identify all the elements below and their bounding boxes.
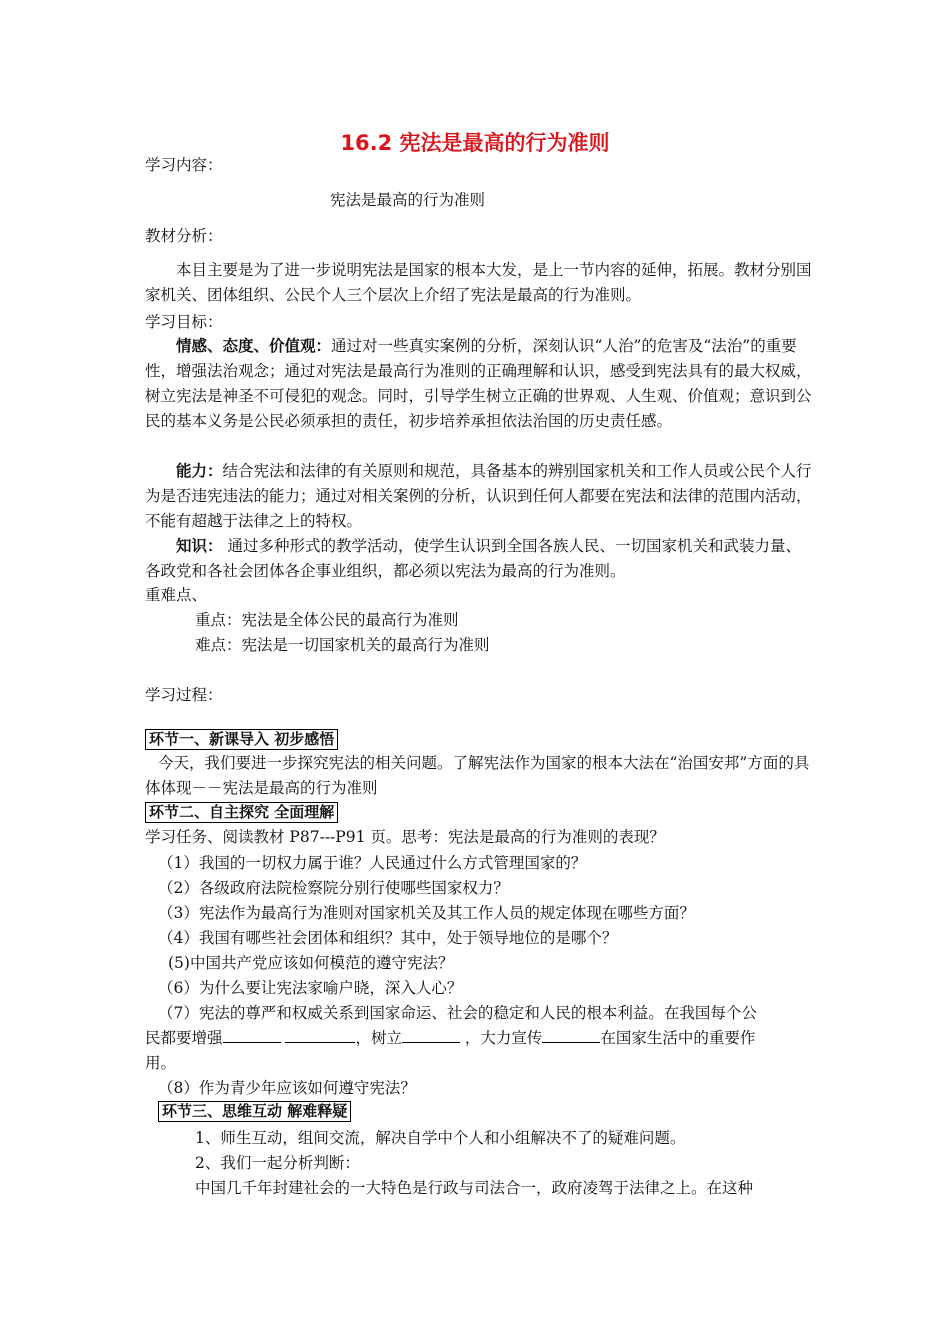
learning-content-text: 宪法是最高的行为准则: [330, 191, 486, 209]
question-7-line3: 用。: [145, 1054, 177, 1072]
textbook-analysis-paragraph: 本目主要是为了进一步说明宪法是国家的根本大发，是上一节内容的延伸，拓展。教材分别国家机关、团体组织、公民个人三个层次上介绍了宪法是最高的行为准则。: [145, 261, 812, 304]
question-2: （2）各级政府法院检察院分别行使哪些国家权力？: [158, 879, 509, 897]
section2-heading: 环节二、自主探究 全面理解: [145, 802, 338, 823]
ability-goal-paragraph: [145, 458, 815, 534]
fill-blank-3[interactable]: [402, 1027, 460, 1043]
question-7-line2: [145, 1026, 755, 1048]
fill-blank-4[interactable]: [542, 1027, 600, 1043]
question-4: （4）我国有哪些社会团体和组织？其中，处于领导地位的是哪个？: [158, 929, 618, 947]
question-1: （1）我国的一切权力属于谁？人民通过什么方式管理国家的？: [158, 854, 587, 872]
key-points-heading: 重难点、: [145, 586, 208, 604]
learning-goals-heading: 学习目标：: [145, 313, 223, 331]
question-5: (5)中国共产党应该如何模范的遵守宪法？: [168, 954, 454, 972]
question-7-text-d: 在国家生活中的重要作: [600, 1029, 756, 1047]
question-7-text-b: ，树立: [355, 1029, 402, 1047]
section3-item-2: 2、我们一起分析判断：: [195, 1154, 360, 1172]
emotion-goal-label: 情感、态度、价值观：: [176, 336, 332, 355]
section1-paragraph: 今天，我们要进一步探究宪法的相关问题。了解宪法作为国家的根本大法在“治国安邦”方面的具体体现－－宪法是最高的行为准则: [145, 754, 810, 797]
section3-heading: 环节三、思维互动 解难释疑: [158, 1101, 351, 1122]
process-heading: 学习过程：: [145, 686, 223, 704]
knowledge-goal-paragraph: [145, 533, 815, 584]
document-title: 16.2 宪法是最高的行为准则: [340, 131, 610, 155]
question-3: （3）宪法作为最高行为准则对国家机关及其工作人员的规定体现在哪些方面？: [158, 904, 695, 922]
question-7-text-c: ，大力宣传: [464, 1029, 543, 1047]
key-point-focus: 重点：宪法是全体公民的最高行为准则: [195, 611, 459, 629]
section1-heading: 环节一、新课导入 初步感悟: [145, 729, 338, 750]
fill-blank-2[interactable]: [285, 1027, 355, 1043]
section3-paragraph: 中国几千年封建社会的一大特色是行政与司法合一，政府凌驾于法律之上。在这种: [195, 1179, 754, 1197]
question-8: （8）作为青少年应该如何遵守宪法？: [158, 1079, 416, 1097]
textbook-analysis-heading: 教材分析：: [145, 227, 223, 245]
question-6: （6）为什么要让宪法家喻户晓，深入人心？: [158, 979, 463, 997]
key-point-difficulty: 难点：宪法是一切国家机关的最高行为准则: [195, 636, 490, 654]
section3-item-1: 1、师生互动，组间交流，解决自学中个人和小组解决不了的疑难问题。: [195, 1129, 686, 1147]
emotion-goal-paragraph: [145, 333, 815, 434]
ability-goal-text: 结合宪法和法律的有关原则和规范，具备基本的辨别国家机关和工作人员或公民个人行为是否违宪违法的能力；通过对相关案例的分析，认识到任何人都要在宪法和法律的范围内活动，不能有超越于法律之上的特权。: [145, 462, 812, 530]
fill-blank-1[interactable]: [223, 1027, 281, 1043]
ability-goal-label: 能力：: [176, 461, 223, 480]
question-7-text-a: 民都要增强: [145, 1029, 223, 1047]
knowledge-goal-label: 知识：: [176, 536, 223, 555]
section2-task: 学习任务、阅读教材 P87---P91 页。思考：宪法是最高的行为准则的表现？: [145, 828, 665, 846]
learning-content-heading: 学习内容：: [145, 156, 223, 174]
question-7-line1: （7）宪法的尊严和权威关系到国家命运、社会的稳定和人民的根本利益。在我国每个公: [158, 1004, 757, 1022]
emotion-goal-text: 通过对一些真实案例的分析，深刻认识“人治”的危害及“法治”的重要性，增强法治观念；通过对宪法是最高行为准则的正确理解和认识，感受到宪法具有的最大权威，树立宪法是神圣不可侵犯的观念。同时，引导学生树立正确的世界观、人生观、价值观；意识到公民的基本义务是公民必须承担的责任，初步培养承担依法治国的历史责任感。: [145, 337, 812, 430]
knowledge-goal-text: 通过多种形式的教学活动，使学生认识到全国各族人民、一切国家机关和武装力量、各政党和各社会团体各企事业组织，都必须以宪法为最高的行为准则。: [145, 537, 801, 580]
